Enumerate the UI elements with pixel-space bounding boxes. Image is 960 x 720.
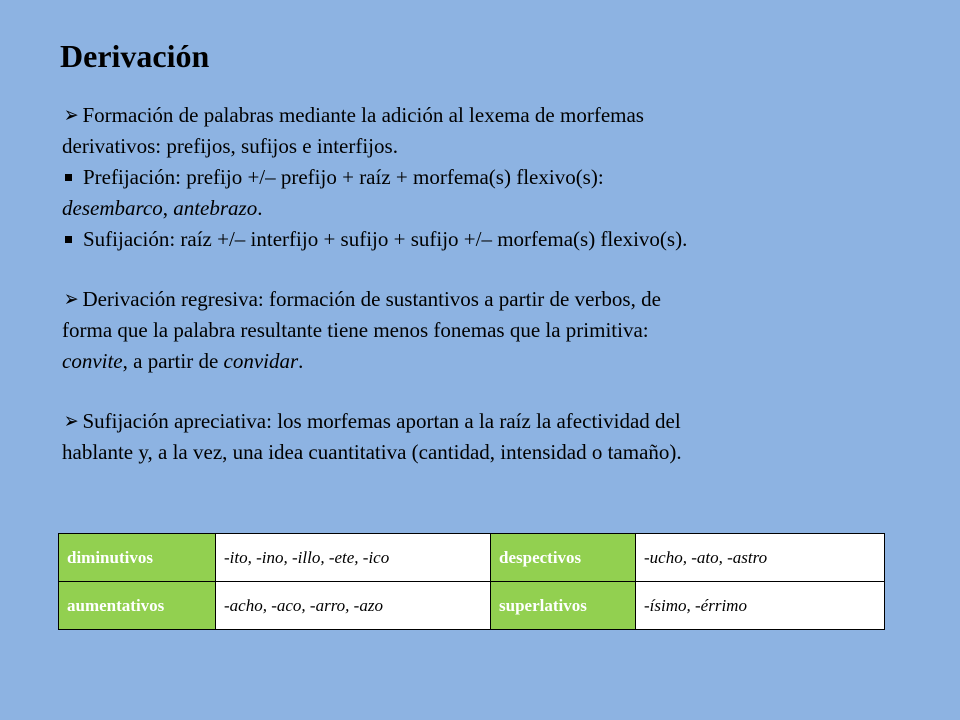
table-label-cell: aumentativos <box>59 582 216 630</box>
arrow-bullet-icon: ➢ <box>63 409 79 434</box>
table-value-cell: -ucho, -ato, -astro <box>636 534 885 582</box>
table-label-cell: despectivos <box>491 534 636 582</box>
table-row <box>59 534 885 582</box>
arrow-bullet-icon: ➢ <box>63 287 79 312</box>
regresiva-line-1: ➢ Derivación regresiva: formación de sustantivos a partir de verbos, de <box>62 284 892 315</box>
intro-line-1: ➢ Formación de palabras mediante la adición al lexema de morfemas <box>62 100 892 131</box>
table-row <box>59 582 885 630</box>
example-word: convidar <box>223 349 299 373</box>
table-value-cell: -ito, -ino, -illo, -ete, -ico <box>216 534 491 582</box>
example-word: antebrazo <box>173 196 258 220</box>
table-value-cell: -acho, -aco, -arro, -azo <box>216 582 491 630</box>
suffix-table <box>58 533 885 630</box>
arrow-bullet-icon: ➢ <box>63 103 79 128</box>
body-text <box>62 100 892 468</box>
regresiva-examples: convite, a partir de convidar. <box>62 349 304 373</box>
apreciativa-line-2: hablante y, a la vez, una idea cuantitativa (cantidad, intensidad o tamaño). <box>62 440 682 464</box>
example-word: desembarco <box>62 196 163 220</box>
example-word: convite <box>62 349 123 373</box>
table-value-cell: -ísimo, -érrimo <box>636 582 885 630</box>
regresiva-line-2: forma que la palabra resultante tiene menos fonemas que la primitiva: <box>62 318 649 342</box>
intro-line-2: derivativos: prefijos, sufijos e interfijos. <box>62 134 398 158</box>
sufijacion-line: Sufijación: raíz +/– interfijo + sufijo + sufijo +/– morfema(s) flexivo(s). <box>62 224 892 255</box>
table-label-cell: diminutivos <box>59 534 216 582</box>
apreciativa-line-1: ➢ Sufijación apreciativa: los morfemas aportan a la raíz la afectividad del <box>62 406 892 437</box>
table-label-cell: superlativos <box>491 582 636 630</box>
prefijacion-line: Prefijación: prefijo +/– prefijo + raíz + morfema(s) flexivo(s): <box>62 162 892 193</box>
prefijacion-examples: desembarco, antebrazo. <box>62 196 263 220</box>
page-title: Derivación <box>60 38 210 74</box>
square-bullet-icon <box>65 236 72 243</box>
square-bullet-icon <box>65 174 72 181</box>
